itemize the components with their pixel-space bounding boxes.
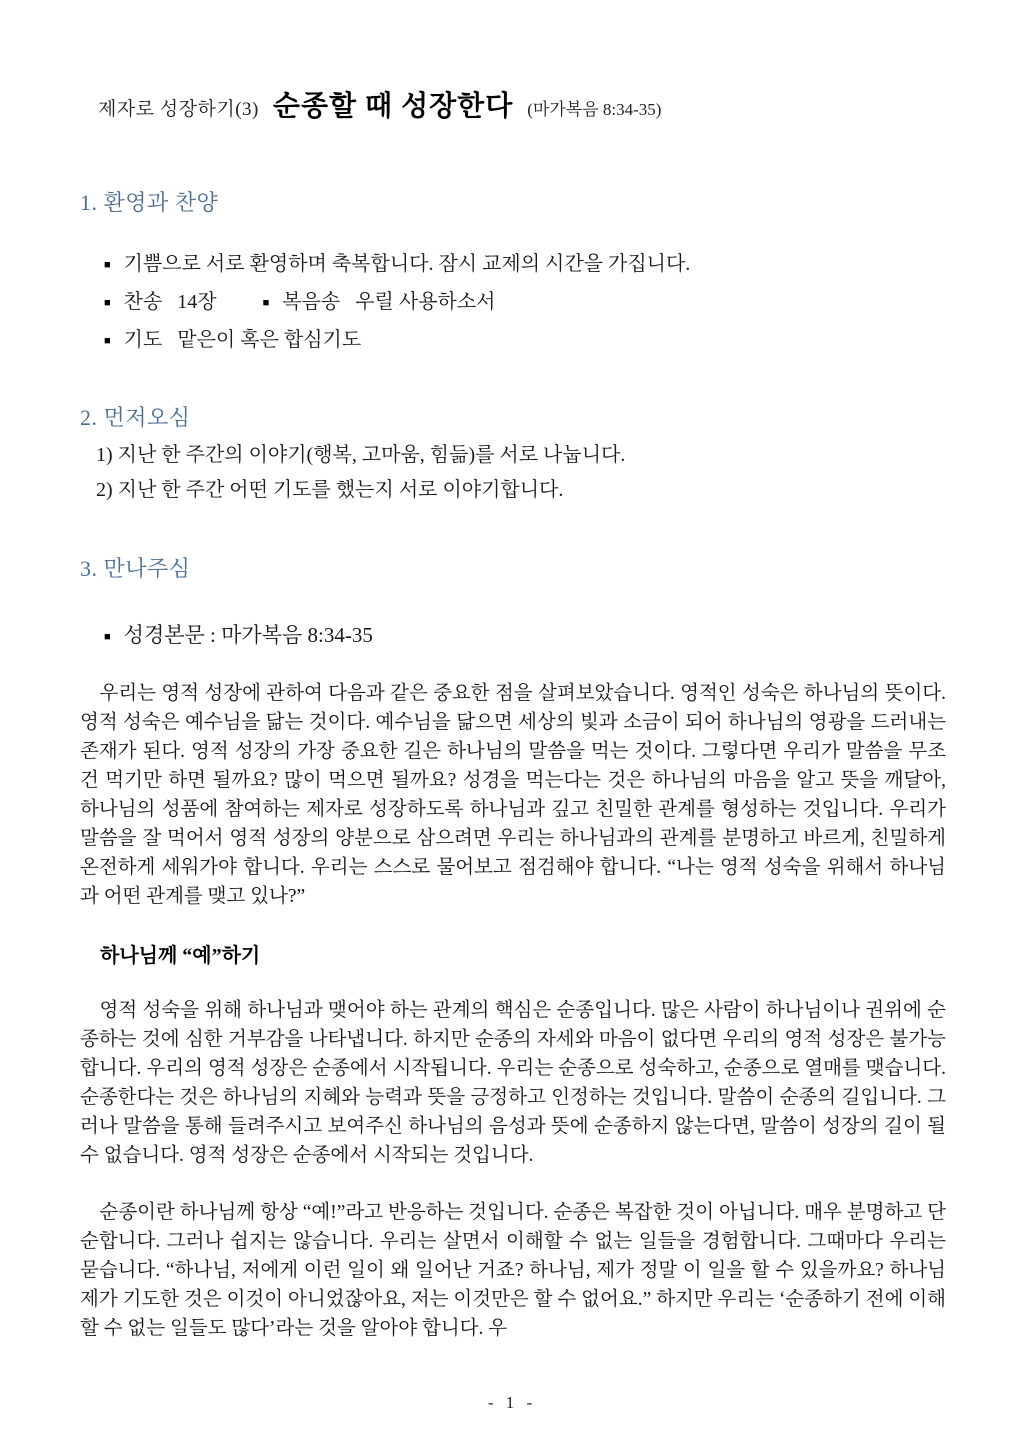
bullet-text-gospel-song: 복음송 우릴 사용하소서 [282,291,496,313]
section-heading-coming-first: 2. 먼저오심 [80,405,191,430]
square-bullet-icon: ■ [262,297,270,309]
bullet-text-prayer: 기도 맡은이 혹은 합심기도 [123,329,362,351]
section2-numbered-list [80,438,946,508]
title-series-label: 제자로 성장하기(3) [98,99,259,120]
body-paragraph-1: 우리는 영적 성장에 관하여 다음과 같은 중요한 점을 살펴보았습니다. 영적인 성숙은 하나님의 뜻이다. 영적 성숙은 예수님을 닮는 것이다. 예수님을 닮으면 세상의 빛과 소금이 되어 하나님의 영광을 드러내는 존재가 된다. 영적 성장의 가장 중요한 길은 하나님의 말씀을 먹는 것이다. 그렇다면 우리가 말씀을 무조건 먹기만 하면 될까요? 많이 먹으면 될까요? 성경을 먹는다는 것은 하나님의 마음을 알고 뜻을 깨달아, 하나님의 성품에 참여하는 제자로 성장하도록 하나님과 깊고 친밀한 관계를 형성하는 것입니다. 우리가 말씀을 잘 먹어서 영적 성장의 양분으로 삼으려면 우리는 하나님과의 관계를 분명하고 바르게, 친밀하게 온전하게 세워가야 합니다. 우리는 스스로 물어보고 점검해야 합니다. “나는 영적 성숙을 위해서 하나님과 어떤 관계를 맺고 있나?” [80,683,946,907]
body-paragraph-2: 영적 성숙을 위해 하나님과 맺어야 하는 관계의 핵심은 순종입니다. 많은 사람이 하나님이나 권위에 순종하는 것에 심한 거부감을 나타냅니다. 하지만 순종의 자세와 마음이 없다면 우리의 영적 성장은 불가능합니다. 우리의 영적 성장은 순종에서 시작됩니다. 우리는 순종으로 성숙하고, 순종으로 열매를 맺습니다. 순종한다는 것은 하나님의 지혜와 능력과 뜻을 긍정하고 인정하는 것입니다. 말씀이 순종의 길입니다. 그러나 말씀을 통해 들려주시고 보여주신 하나님의 음성과 뜻에 순종하지 않는다면, 말씀이 성장의 길이 될 수 없습니다. 영적 성장은 순종에서 시작되는 것입니다. [80,1000,946,1166]
bullet-text-greeting: 기쁨으로 서로 환영하며 축복합니다. 잠시 교제의 시간을 가집니다. [123,253,691,275]
body-paragraph-3: 순종이란 하나님께 항상 “예!”라고 반응하는 것입니다. 순종은 복잡한 것이 아닙니다. 매우 분명하고 단순합니다. 그러나 쉽지는 않습니다. 우리는 살면서 이해할 수 없는 일들을 경험합니다. 그때마다 우리는 묻습니다. “하나님, 저에게 이런 일이 왜 일어난 거죠? 하나님, 제가 정말 이 일을 할 수 있을까요? 하나님 제가 기도한 것은 이것이 아니었잖아요, 저는 이것만은 할 수 없어요.” 하지만 우리는 ‘순종하기 전에 이해할 수 없는 일들도 많다’라는 것을 알아야 합니다. 우 [80,1202,946,1339]
title-scripture-reference: (마가복음 8:34-35) [527,100,662,119]
list-item [104,247,946,285]
square-bullet-icon: ■ [104,631,111,643]
square-bullet-icon: ■ [104,259,111,271]
section-heading-welcome-praise: 1. 환영과 찬양 [80,190,219,215]
section-heading-meeting-us: 3. 만나주심 [80,556,191,581]
list-item: 1) 지난 한 주간의 이야기(행복, 고마움, 힘듦)를 서로 나눕니다. [96,444,626,466]
sub-heading-saying-yes-to-god: 하나님께 “예”하기 [100,945,261,967]
square-bullet-icon: ■ [104,335,111,347]
square-bullet-icon: ■ [104,297,111,309]
bullet-text-hymn: 찬송 14장 [123,291,217,313]
list-item [104,323,946,361]
scripture-reference-line [80,619,946,649]
section1-bullet-list [80,247,946,361]
document-title [80,84,946,124]
list-item: 2) 지난 한 주간 어떤 기도를 했는지 서로 이야기합니다. [96,479,564,501]
page-number: - 1 - [487,1393,537,1412]
title-main-text: 순종할 때 성장한다 [272,91,514,122]
scripture-reference-text: 성경본문 : 마가복음 8:34-35 [123,623,373,647]
list-item [104,285,946,323]
